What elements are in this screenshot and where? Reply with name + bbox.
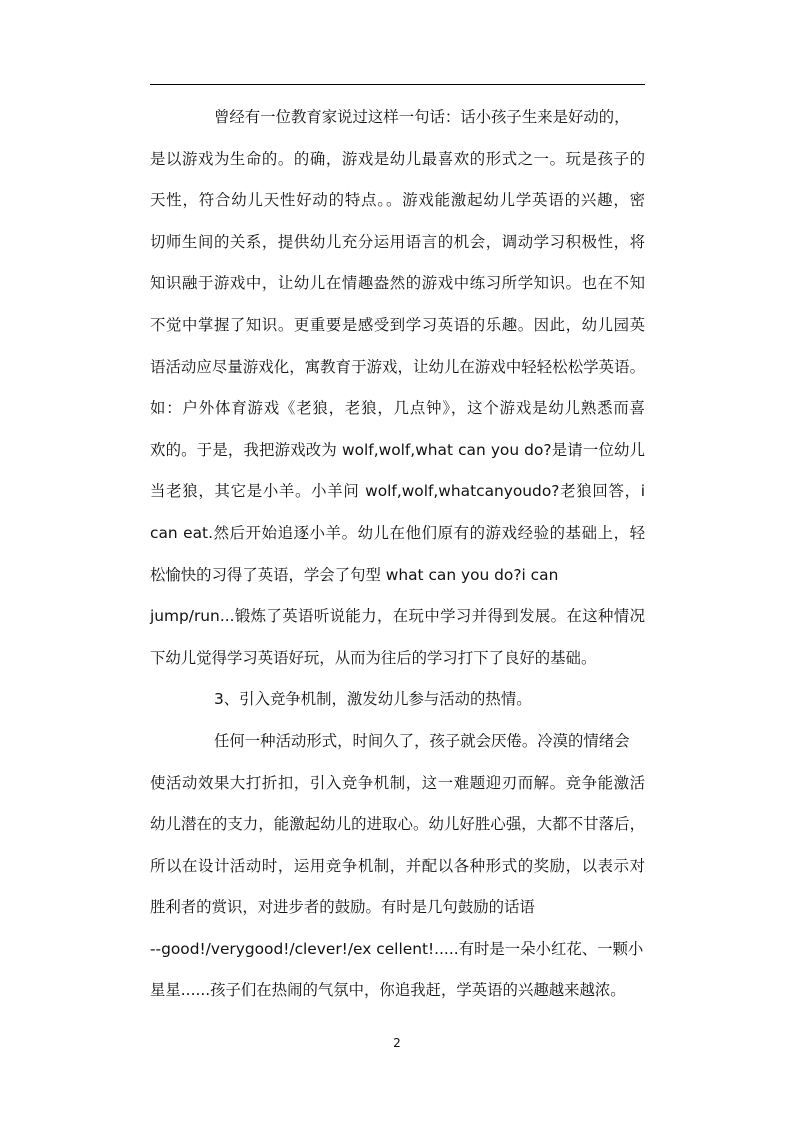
text-line: 语活动应尽量游戏化，寓教育于游戏，让幼儿在游戏中轻轻松松学英语。 bbox=[150, 357, 645, 376]
text-line: --good!/verygood!/clever!/ex cellent!.....有时是一朵小红花、一颗小 bbox=[150, 939, 644, 958]
text-line: can eat.然后开始追逐小羊。幼儿在他们原有的游戏经验的基础上，轻 bbox=[150, 523, 645, 542]
text-line: 是以游戏为生命的。的确，游戏是幼儿最喜欢的形式之一。玩是孩子的 bbox=[150, 149, 645, 168]
text-line: 知识融于游戏中，让幼儿在情趣盎然的游戏中练习所学知识。也在不知 bbox=[150, 274, 645, 293]
text-line: 欢的。于是，我把游戏改为 wolf,wolf,what can you do?是请一位幼儿 bbox=[150, 440, 645, 459]
text-line: 如：户外体育游戏《老狼，老狼，几点钟》，这个游戏是幼儿熟悉而喜 bbox=[150, 399, 645, 418]
section-heading: 3、引入竞争机制，激发幼儿参与活动的热情。 bbox=[214, 690, 532, 709]
text-line: 星星......孩子们在热闹的气氛中，你追我赶，学英语的兴趣越来越浓。 bbox=[150, 981, 626, 1000]
text-line: 幼儿潜在的支力，能激起幼儿的进取心。幼儿好胜心强，大都不甘落后， bbox=[150, 815, 645, 834]
text-line: 使活动效果大打折扣，引入竞争机制，这一难题迎刃而解。竞争能激活 bbox=[150, 773, 645, 792]
text-line: 不觉中掌握了知识。更重要是感受到学习英语的乐趣。因此，幼儿园英 bbox=[150, 315, 645, 334]
text-line: 天性，符合幼儿天性好动的特点。。游戏能激起幼儿学英语的兴趣，密 bbox=[150, 191, 645, 210]
text-line: 曾经有一位教育家说过这样一句话：话小孩子生来是好动的， bbox=[214, 108, 630, 126]
text-line: 切师生间的关系，提供幼儿充分运用语言的机会，调动学习积极性，将 bbox=[150, 232, 645, 251]
text-line: 当老狼，其它是小羊。小羊问 wolf,wolf,whatcanyoudo?老狼回答，i bbox=[150, 482, 645, 501]
text-line: 胜利者的赏识，对进步者的鼓励。有时是几句鼓励的话语 bbox=[150, 898, 535, 917]
page-number: 2 bbox=[393, 1036, 401, 1050]
text-line: 下幼儿觉得学习英语好玩，从而为往后的学习打下了良好的基础。 bbox=[150, 648, 597, 667]
text-line: 所以在设计活动时，运用竞争机制，并配以各种形式的奖励，以表示对 bbox=[150, 856, 645, 875]
text-line: 任何一种活动形式，时间久了，孩子就会厌倦。冷漠的情绪会 bbox=[214, 731, 630, 750]
body-text bbox=[150, 97, 645, 1012]
text-line: jump/run...锻炼了英语听说能力，在玩中学习并得到发展。在这种情况 bbox=[150, 607, 645, 626]
header-rule bbox=[150, 84, 645, 85]
text-line: 松愉快的习得了英语，学会了句型 what can you do?i can bbox=[150, 565, 559, 584]
